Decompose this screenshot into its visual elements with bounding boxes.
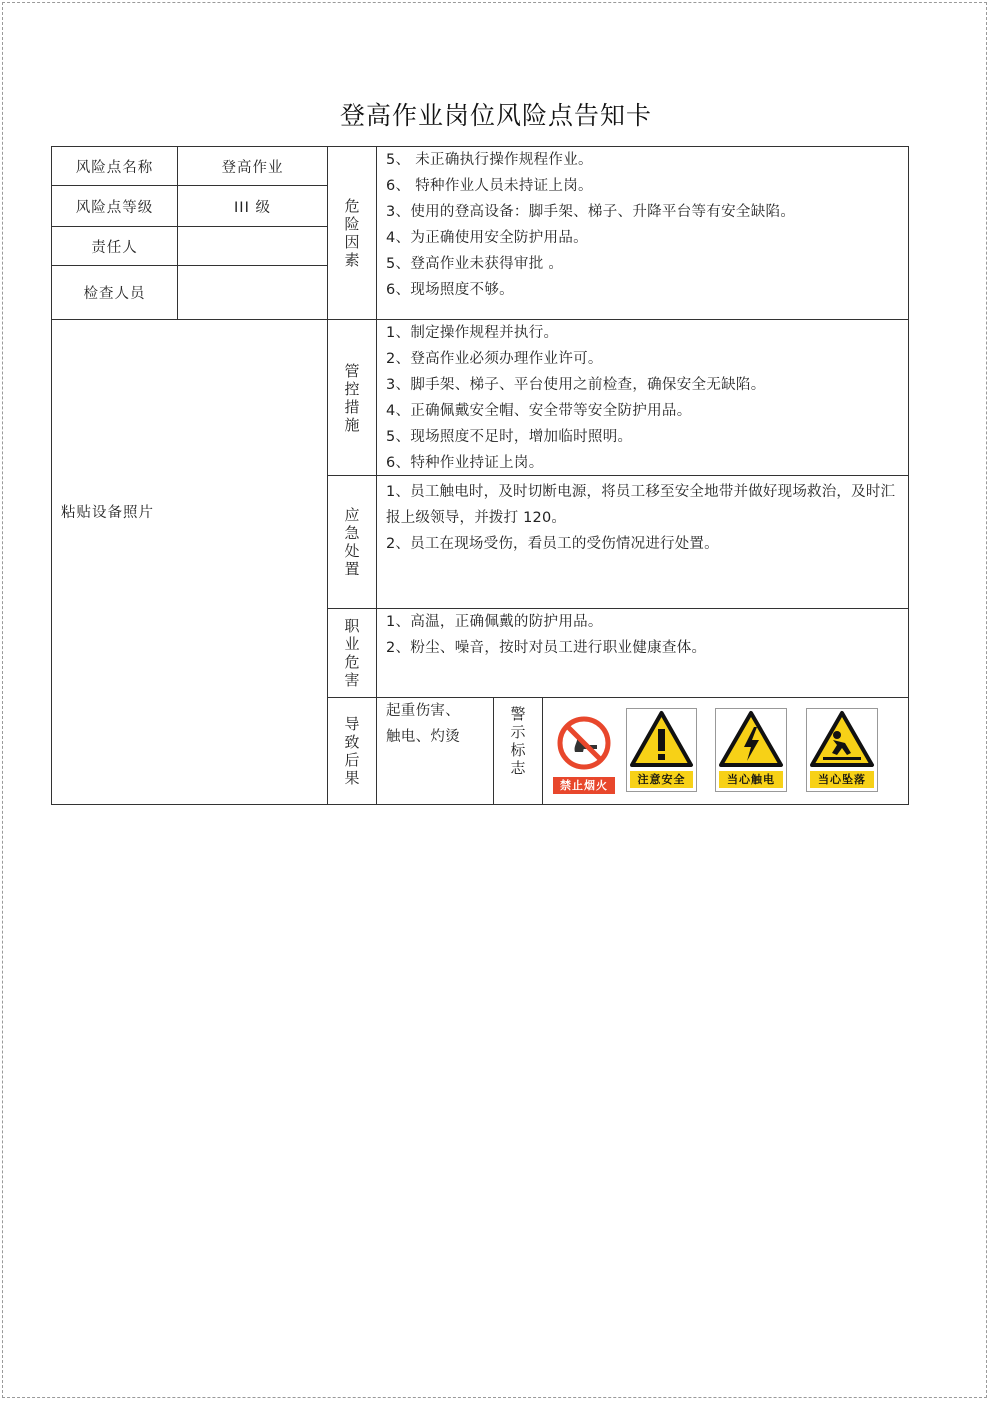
hazards-list: [376, 146, 909, 320]
controls-label: 管控措施: [327, 319, 377, 476]
control-item: 3、脚手架、梯子、平台使用之前检查，确保安全无缺陷。: [386, 377, 766, 393]
sign-caption: 当心触电: [719, 771, 783, 788]
control-item: 2、登高作业必须办理作业许可。: [386, 351, 603, 367]
no-smoking-sign-icon: [553, 712, 615, 774]
occupational-item: 1、高温，正确佩戴的防护用品。: [386, 614, 603, 630]
risk-name-value: 登高作业: [177, 146, 328, 186]
hazard-item: 4、为正确使用安全防护用品。: [386, 230, 588, 246]
emergency-list: [376, 475, 909, 609]
risk-name-label: 风险点名称: [51, 146, 178, 186]
emergency-label: 应急处置: [327, 475, 377, 609]
hazard-item: 6、现场照度不够。: [386, 282, 514, 298]
sign-caution: [626, 708, 697, 792]
hazard-item: 6、 特种作业人员未持证上岗。: [386, 178, 593, 194]
control-item: 6、特种作业持证上岗。: [386, 455, 544, 471]
risk-level-label: 风险点等级: [51, 185, 178, 227]
occupational-list: [376, 608, 909, 698]
hazard-item: 3、使用的登高设备：脚手架、梯子、升降平台等有安全缺陷。: [386, 204, 796, 220]
hazard-item: 5、 未正确执行操作规程作业。: [386, 152, 593, 168]
control-item: 5、现场照度不足时，增加临时照明。: [386, 429, 633, 445]
owner-value: [177, 226, 328, 266]
consequence-item: 触电、灼烫: [386, 729, 460, 745]
inspector-label: 检查人员: [51, 265, 178, 320]
occupational-item: 2、粉尘、噪音，按时对员工进行职业健康查体。: [386, 640, 707, 656]
fall-hazard-sign-icon: [807, 709, 877, 771]
sign-fall: [806, 708, 878, 792]
consequences-list: [376, 697, 494, 805]
hazard-item: 5、登高作业未获得审批 。: [386, 256, 564, 272]
controls-list: [376, 319, 909, 476]
control-item: 1、制定操作规程并执行。: [386, 325, 559, 341]
sign-caption: 当心坠落: [810, 771, 874, 788]
owner-label: 责任人: [51, 226, 178, 266]
photo-label: 粘贴设备照片: [61, 505, 154, 521]
sign-no-smoking: [553, 712, 615, 796]
sign-caption: 注意安全: [630, 771, 693, 788]
emergency-item: 2、员工在现场受伤，看员工的受伤情况进行处置。: [386, 536, 719, 552]
consequence-item: 起重伤害、: [386, 703, 460, 719]
occupational-label: 职业危害: [327, 608, 377, 698]
electric-shock-sign-icon: [716, 709, 786, 771]
inspector-value: [177, 265, 328, 320]
consequences-label: 导致后果: [327, 697, 377, 805]
sign-electric: [715, 708, 787, 792]
control-item: 4、正确佩戴安全帽、安全带等安全防护用品。: [386, 403, 692, 419]
photo-area: [51, 319, 328, 805]
emergency-item: 1、员工触电时，及时切断电源，将员工移至安全地带并做好现场救治，及时汇报上级领导，并拨打 120。: [386, 484, 896, 526]
caution-safety-sign-icon: [627, 709, 696, 771]
warnings-label: 警示标志: [493, 697, 543, 805]
sign-caption: 禁止烟火: [553, 777, 615, 794]
hazards-label: 危险因素: [327, 146, 377, 320]
risk-level-value: III 级: [177, 185, 328, 227]
page-title: 登高作业岗位风险点告知卡: [339, 101, 652, 130]
